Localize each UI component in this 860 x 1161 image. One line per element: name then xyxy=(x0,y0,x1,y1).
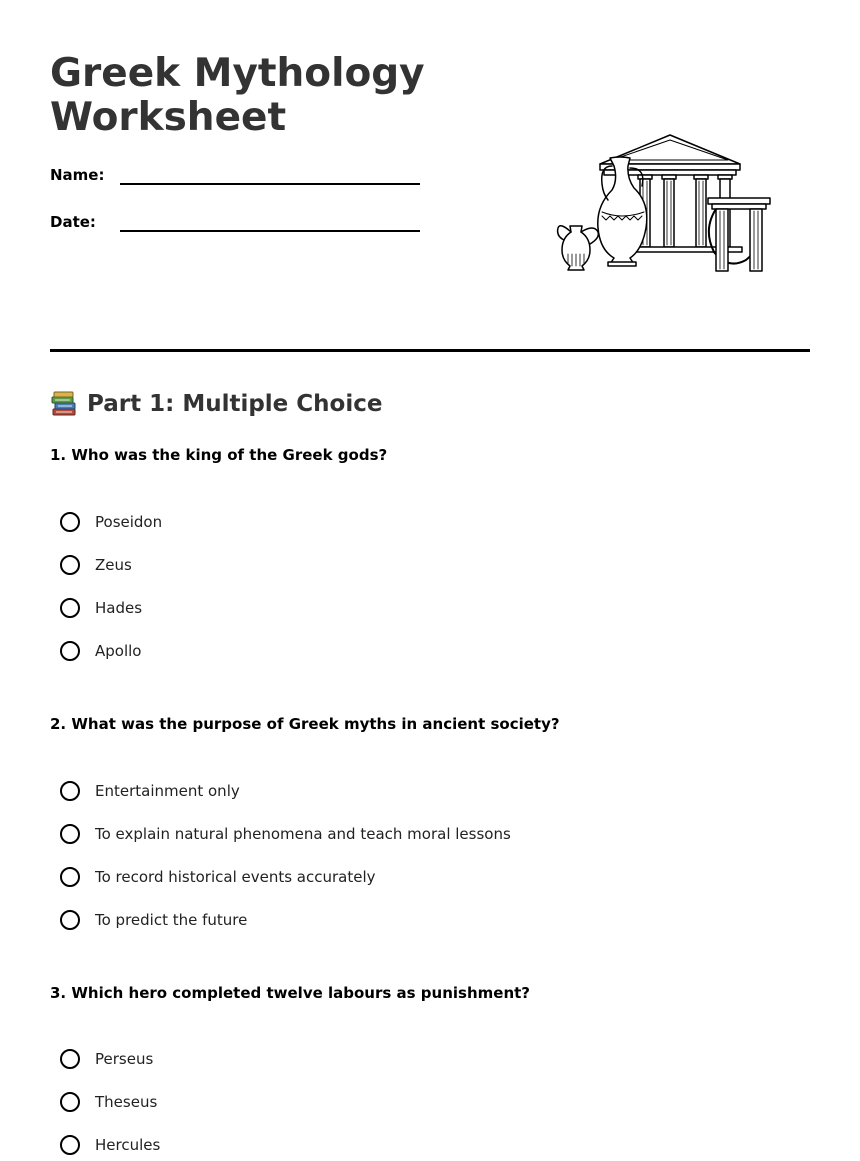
radio-button[interactable] xyxy=(60,824,80,844)
part1-heading-text: Part 1: Multiple Choice xyxy=(87,391,383,417)
name-field[interactable] xyxy=(50,166,420,196)
pedestal xyxy=(708,198,770,271)
radio-button[interactable] xyxy=(60,512,80,532)
radio-button[interactable] xyxy=(60,1092,80,1112)
q3-option-hercules[interactable] xyxy=(60,1132,160,1158)
radio-button[interactable] xyxy=(60,555,80,575)
books-icon xyxy=(50,390,78,418)
q2-option-explain-phenomena[interactable] xyxy=(60,821,511,847)
q1-option-zeus[interactable] xyxy=(60,552,132,578)
option-label: Apollo xyxy=(95,642,142,660)
question-1: 1. Who was the king of the Greek gods? xyxy=(50,446,388,464)
q2-option-predict-future[interactable] xyxy=(60,907,247,933)
q1-option-poseidon[interactable] xyxy=(60,509,162,535)
part1-heading xyxy=(50,388,382,420)
radio-button[interactable] xyxy=(60,781,80,801)
option-label: To record historical events accurately xyxy=(95,868,376,886)
option-label: To predict the future xyxy=(95,911,248,929)
date-field[interactable] xyxy=(50,213,420,243)
option-label: Poseidon xyxy=(95,513,163,531)
radio-button[interactable] xyxy=(60,641,80,661)
option-label: Zeus xyxy=(95,556,132,574)
option-label: To explain natural phenomena and teach moral lessons xyxy=(95,825,511,843)
q1-option-apollo[interactable] xyxy=(60,638,141,664)
option-label: Perseus xyxy=(95,1050,154,1068)
name-label: Name: xyxy=(50,166,105,184)
date-line[interactable] xyxy=(120,230,420,232)
greek-temple-vases-illustration xyxy=(550,128,780,278)
option-label: Hercules xyxy=(95,1136,161,1154)
q2-option-entertainment[interactable] xyxy=(60,778,240,804)
radio-button[interactable] xyxy=(60,867,80,887)
radio-button[interactable] xyxy=(60,598,80,618)
radio-button[interactable] xyxy=(60,910,80,930)
radio-button[interactable] xyxy=(60,1049,80,1069)
small-vase xyxy=(558,226,599,270)
option-label: Hades xyxy=(95,599,143,617)
q3-option-perseus[interactable] xyxy=(60,1046,153,1072)
q2-option-record-history[interactable] xyxy=(60,864,376,890)
radio-button[interactable] xyxy=(60,1135,80,1155)
name-line[interactable] xyxy=(120,183,420,185)
q1-option-hades[interactable] xyxy=(60,595,142,621)
option-label: Theseus xyxy=(95,1093,158,1111)
question-3: 3. Which hero completed twelve labours as punishment? xyxy=(50,984,530,1002)
date-label: Date: xyxy=(50,213,96,231)
section-divider xyxy=(50,349,810,352)
q3-option-theseus[interactable] xyxy=(60,1089,157,1115)
worksheet-title: Greek Mythology Worksheet xyxy=(50,51,425,140)
option-label: Entertainment only xyxy=(95,782,240,800)
question-2: 2. What was the purpose of Greek myths in ancient society? xyxy=(50,715,560,733)
